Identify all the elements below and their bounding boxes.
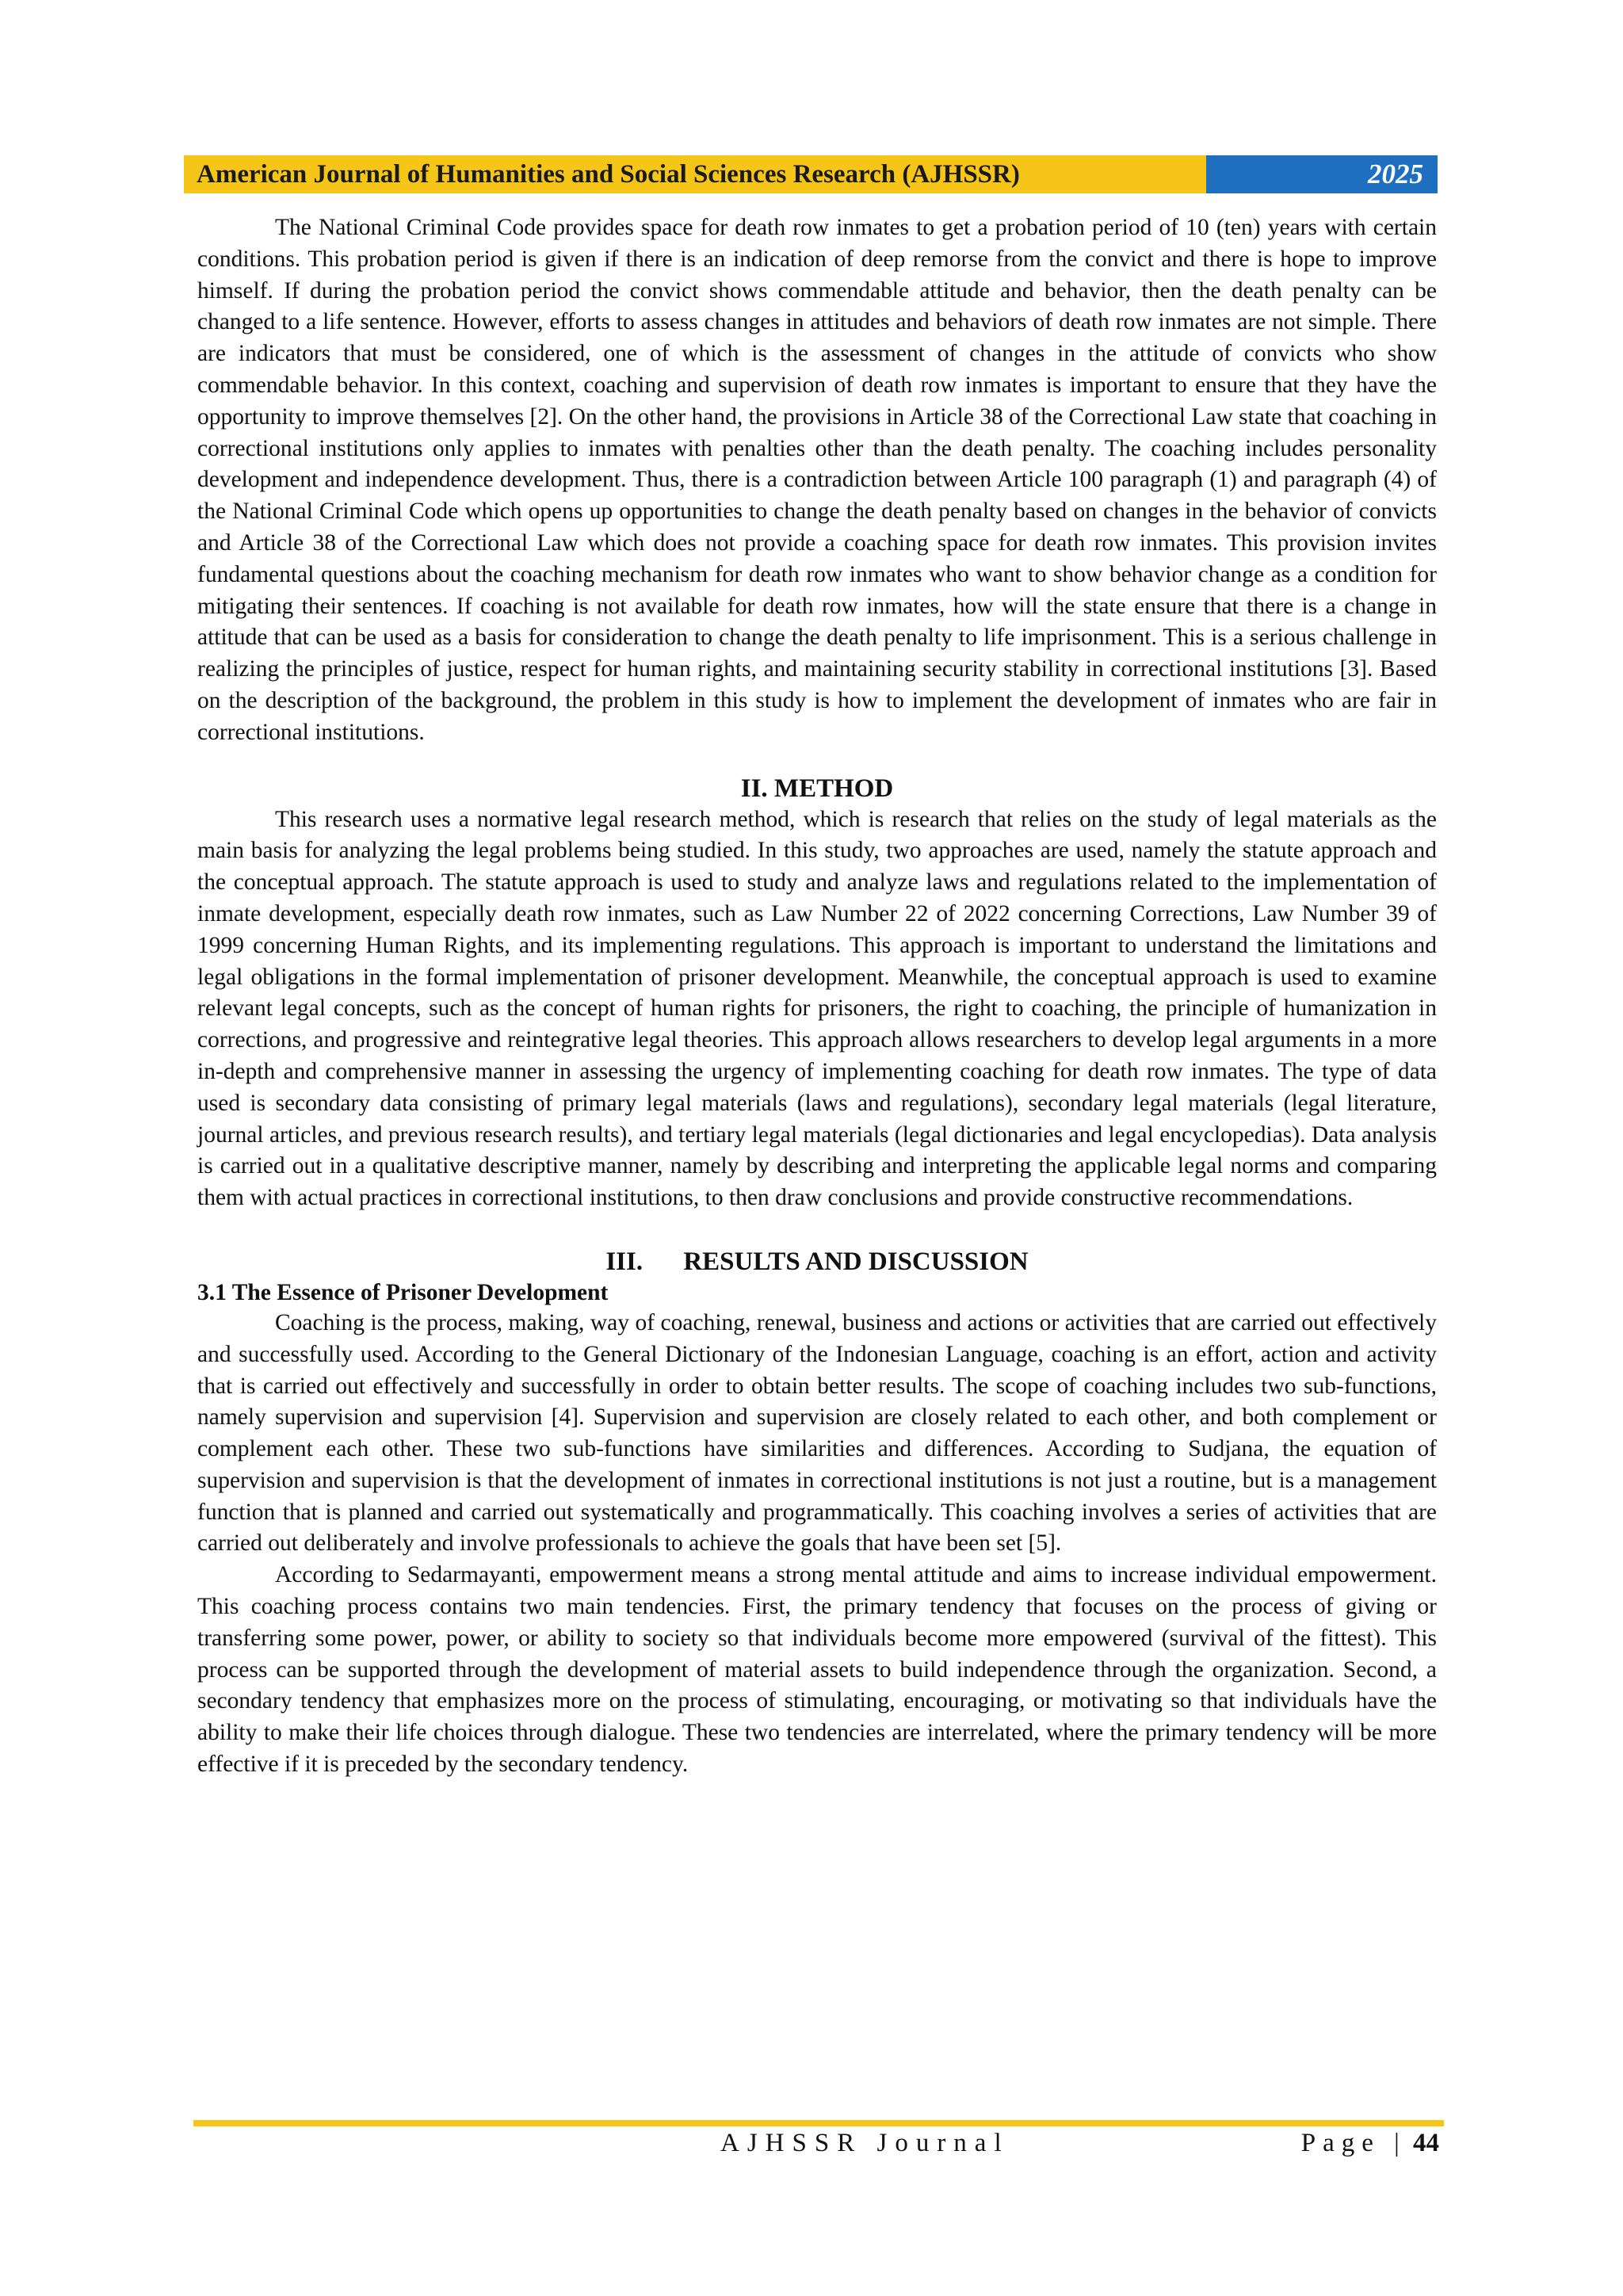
- results-heading: [197, 1246, 1437, 1278]
- results-paragraph-1: Coaching is the process, making, way of coaching, renewal, business and actions or activities that are carried out effectively and successfully used. According to the General Dictionary of the Indonesian Language, coaching is an effort, action and activity that is carried out effectively and successfully in order to obtain better results. The scope of coaching includes two sub-functions, namely supervision and supervision [4]. Supervision and supervision are closely related to each other, and both complement or complement each other. These two sub-functions have similarities and differences. According to Sudjana, the equation of supervision and supervision is that the development of inmates in correctional institutions is not just a routine, but is a management function that is planned and carried out systematically and programmatically. This coaching involves a series of activities that are carried out deliberately and involve professionals to achieve the goals that have been set [5].: [197, 1309, 1437, 1557]
- results-heading-number: III.: [605, 1247, 643, 1276]
- intro-paragraph: The National Criminal Code provides space for death row inmates to get a probation period of 10 (ten) years with certain conditions. This probation period is given if there is an indication of deep remorse from the convict and there is hope to improve himself. If during the probation period the convict shows commendable attitude and behavior, then the death penalty can be changed to a life sentence. However, efforts to assess changes in attitudes and behaviors of death row inmates are not simple. There are indicators that must be considered, one of which is the assessment of changes in the attitude of convicts who show commendable behavior. In this context, coaching and supervision of death row inmates is important to ensure that they have the opportunity to improve themselves [2]. On the other hand, the provisions in Article 38 of the Correctional Law state that coaching in correctional institutions only applies to inmates with penalties other than the death penalty. The coaching includes personality development and independence development. Thus, there is a contradiction between Article 100 paragraph (1) and paragraph (4) of the National Criminal Code which opens up opportunities to change the death penalty based on changes in the behavior of convicts and Article 38 of the Correctional Law which does not provide a coaching space for death row inmates. This provision invites fundamental questions about the coaching mechanism for death row inmates who want to show behavior change as a condition for mitigating their sentences. If coaching is not available for death row inmates, how will the state ensure that there is a change in attitude that can be used as a basis for consideration to change the death penalty to life imprisonment. This is a serious challenge in realizing the principles of justice, respect for human rights, and maintaining security stability in correctional institutions [3]. Based on the description of the background, the problem in this study is how to implement the development of inmates who are fair in correctional institutions.: [197, 215, 1437, 745]
- page-number: 44: [1413, 2129, 1439, 2157]
- publication-year: 2025: [1206, 155, 1438, 193]
- journal-title: American Journal of Humanities and Social Sciences Research (AJHSSR): [184, 155, 1206, 193]
- results-paragraph-2: According to Sedarmayanti, empowerment means a strong mental attitude and aims to increase individual empowerment. This coaching process contains two main tendencies. First, the primary tendency that focuses on the process of giving or transferring some power, power, or ability to society so that individuals become more empowered (survival of the fittest). This process can be supported through the development of material assets to build independence through the organization. Second, a secondary tendency that emphasizes more on the process of stimulating, encouraging, or motivating so that individuals have the ability to make their life choices through dialogue. These two tendencies are interrelated, where the primary tendency will be more effective if it is preceded by the secondary tendency.: [197, 1562, 1437, 1778]
- method-paragraph: This research uses a normative legal research method, which is research that relies on the study of legal materials as the main basis for analyzing the legal problems being studied. In this study, two approaches are used, namely the statute approach and the conceptual approach. The statute approach is used to study and analyze laws and regulations related to the implementation of inmate development, especially death row inmates, such as Law Number 22 of 2022 concerning Corrections, Law Number 39 of 1999 concerning Human Rights, and its implementing regulations. This approach is important to understand the limitations and legal obligations in the formal implementation of prisoner development. Meanwhile, the conceptual approach is used to examine relevant legal concepts, such as the concept of human rights for prisoners, the right to coaching, the principle of humanization in corrections, and progressive and reintegrative legal theories. This approach allows researchers to develop legal arguments in a more in-depth and comprehensive manner in assessing the urgency of implementing coaching for death row inmates. The type of data used is secondary data consisting of primary legal materials (laws and regulations), secondary legal materials (legal literature, journal articles, and previous research results), and tertiary legal materials (legal dictionaries and legal encyclopedias). Data analysis is carried out in a qualitative descriptive manner, namely by describing and interpreting the applicable legal norms and comparing them with actual practices in correctional institutions, to then draw conclusions and provide constructive recommendations.: [197, 806, 1437, 1211]
- journal-header: [184, 155, 1438, 193]
- results-heading-text: RESULTS AND DISCUSSION: [683, 1247, 1029, 1276]
- footer-page-indicator: [1301, 2129, 1439, 2158]
- page-footer: [193, 2129, 1439, 2164]
- footer-rule: [193, 2120, 1444, 2126]
- footer-journal-name: AJHSSR Journal: [720, 2129, 1010, 2157]
- footer-page-label: Page |: [1300, 2129, 1407, 2157]
- page-body: [197, 212, 1437, 1781]
- subsection-heading: 3.1 The Essence of Prisoner Development: [197, 1279, 609, 1305]
- method-heading: II. METHOD: [740, 774, 894, 803]
